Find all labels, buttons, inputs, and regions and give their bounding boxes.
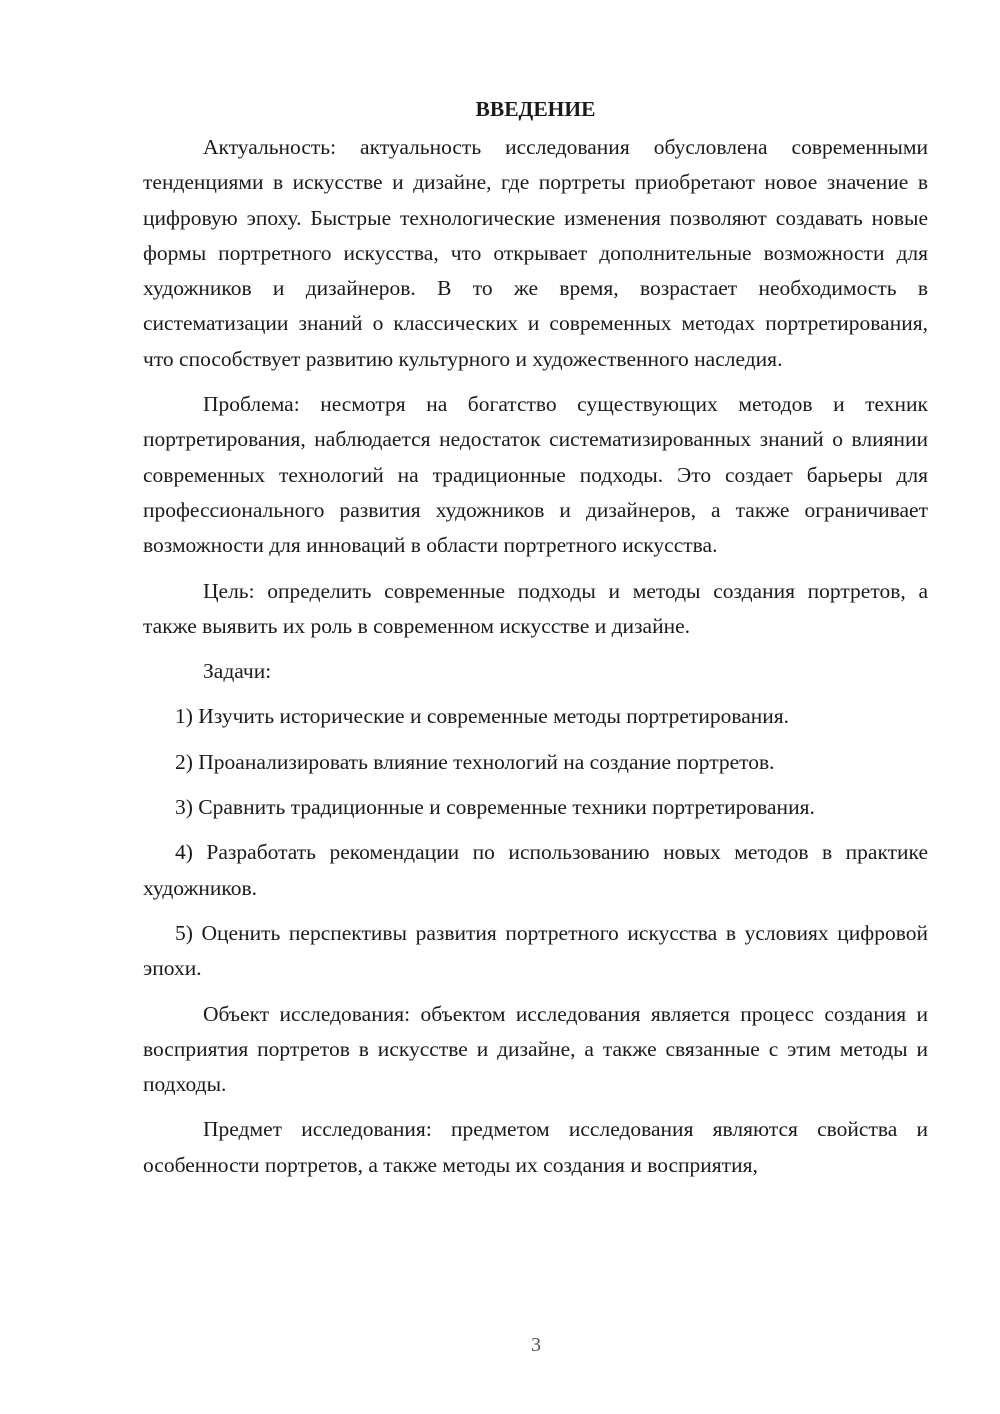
- task-item-5: 5) Оценить перспективы развития портретного искусства в условиях цифровой эпохи.: [143, 920, 928, 981]
- task-item-1: 1) Изучить исторические и современные методы портретирования.: [175, 704, 790, 729]
- section-heading: ВВЕДЕНИЕ: [475, 97, 596, 121]
- paragraph-subject: Предмет исследования: предметом исследования являются свойства и особенности портретов, а также методы их создания и восприятия,: [143, 1117, 928, 1177]
- paragraph-goal: Цель: определить современные подходы и методы создания портретов, а также выявить их роль в современном искусстве и дизайне.: [143, 578, 928, 638]
- task-item-4: 4) Разработать рекомендации по использованию новых методов в практике художников.: [143, 840, 928, 900]
- page-number: 3: [531, 1334, 541, 1356]
- page-content: [143, 92, 928, 1183]
- paragraph-object: Объект исследования: объектом исследования является процесс создания и восприятия портретов в искусстве и дизайне, а также связанные с этим методы и подходы.: [143, 1001, 928, 1097]
- task-item-2: 2) Проанализировать влияние технологий на создание портретов.: [175, 749, 775, 774]
- task-item-3: 3) Сравнить традиционные и современные техники портретирования.: [175, 795, 815, 820]
- tasks-label: Задачи:: [203, 659, 272, 684]
- paragraph-problem: Проблема: несмотря на богатство существующих методов и техник портретирования, наблюдается недостаток систематизированных знаний о влиянии современных технологий на традиционные подходы. Это создает барьеры для профессионального развития художников и дизайнеров, а также ограничивает возможности для инноваций в области портретного искусства.: [143, 392, 928, 558]
- paragraph-relevance: Актуальность: актуальность исследования обусловлена современными тенденциями в искусстве и дизайне, где портреты приобретают новое значение в цифровую эпоху. Быстрые технологические изменения позволяют создавать новые формы портретного искусства, что открывает дополнительные возможности для художников и дизайнеров. В то же время, возрастает необходимость в систематизации знаний о классических и современных методах портретирования, что способствует развитию культурного и художественного наследия.: [143, 135, 928, 371]
